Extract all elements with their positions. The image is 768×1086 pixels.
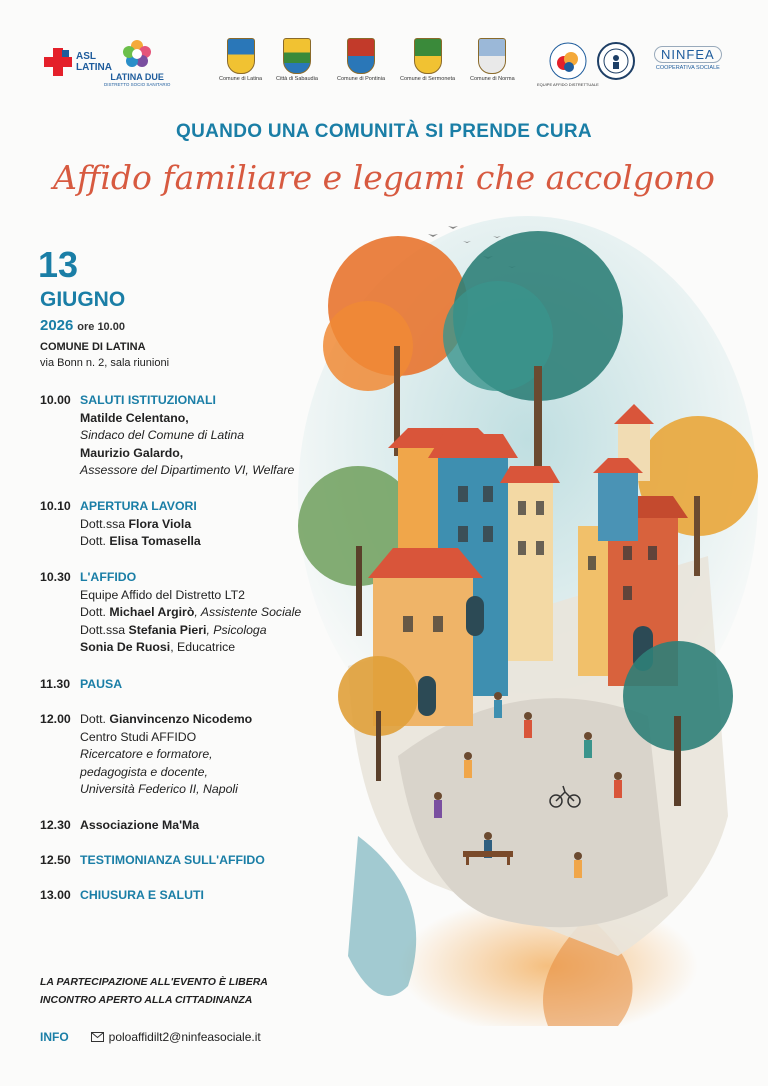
speaker-role: , Psicologa [206, 622, 267, 637]
speaker-prefix: Dott.ssa [80, 516, 129, 531]
comune-pontinia-caption: Comune di Pontinia [337, 76, 386, 82]
ninfea-logo [654, 46, 722, 71]
latina-due-logo [104, 38, 170, 87]
logo-strip [0, 0, 768, 110]
speaker-role: Sindaco del Comune di Latina [80, 428, 245, 442]
slot-time: 10.00 [40, 393, 71, 407]
slot-time: 12.30 [40, 818, 71, 832]
citta-sabaudia-caption: Città di Sabaudia [276, 76, 318, 82]
slot-title: Associazione Ma'Ma [80, 818, 200, 832]
event-venue: COMUNE DI LATINA [40, 341, 146, 353]
speaker-role: , Assistente Sociale [194, 605, 302, 619]
info-label: INFO [40, 1030, 69, 1044]
ninfea-name: NINFEA [654, 46, 722, 63]
speaker-name: Sonia De Ruosi [80, 640, 171, 654]
comune-norma-logo [470, 38, 515, 82]
envelope-icon [91, 1032, 104, 1042]
speaker-line [80, 604, 301, 622]
email-link[interactable]: poloaffidilt2@ninfeasociale.it [108, 1030, 261, 1044]
speaker-prefix: Dott. [80, 712, 110, 726]
speaker-role: , Educatrice [170, 640, 236, 654]
speaker-line: Equipe Affido del Distretto LT2 [80, 587, 245, 602]
event-year-time [40, 317, 125, 334]
slot-time: 12.00 [40, 712, 71, 726]
speaker-line [80, 516, 201, 534]
latina-due-sub: DISTRETTO SOCIO SANITARIO [104, 82, 171, 87]
village-illustration [288, 196, 758, 1026]
coat-of-arms-icon [478, 38, 506, 74]
speaker-name: Matilde Celentano, [80, 410, 189, 425]
speaker-line [80, 622, 301, 640]
speaker-name: Gianvincenzo Nicodemo [109, 712, 253, 726]
coat-of-arms-icon [283, 38, 311, 74]
speaker-line: Centro Studi AFFIDO [80, 729, 197, 744]
event-day: 13 [38, 244, 79, 285]
slot-title: APERTURA LAVORI [80, 499, 197, 513]
coat-of-arms-icon [414, 38, 442, 74]
slot-time: 11.30 [40, 677, 71, 691]
speaker-role: Ricercatore e formatore, [80, 747, 213, 761]
latina-due-name: LATINA DUE [110, 72, 164, 82]
equipe-caption: EQUIPE AFFIDO DISTRETTUALE [537, 82, 599, 87]
flower-icon [121, 38, 153, 70]
coat-of-arms-icon [347, 38, 375, 74]
comune-pontinia-logo [337, 38, 385, 82]
equipe-circle-icon [549, 42, 587, 80]
slot-title [80, 711, 252, 729]
comune-latina-caption: Comune di Latina [219, 76, 263, 82]
slot-time: 10.30 [40, 570, 71, 584]
slot-time: 13.00 [40, 888, 71, 902]
speaker-name: Stefania Pieri [128, 622, 207, 637]
speaker-role: pedagogista e docente, [80, 764, 208, 779]
speaker-role: Assessore del Dipartimento VI, Welfare [80, 463, 295, 477]
slot-title: CHIUSURA E SALUTI [80, 888, 204, 902]
participation-line: LA PARTECIPAZIONE ALL'EVENTO È LIBERA [40, 976, 268, 988]
speaker-line [80, 639, 301, 657]
headline-title: Affido familiare e legami che accolgono [53, 158, 715, 197]
slot-title: TESTIMONIANZA SULL'AFFIDO [80, 853, 265, 867]
speaker-prefix: Dott. [80, 534, 110, 548]
participation-note [40, 973, 268, 1009]
slot-title: PAUSA [80, 677, 123, 691]
speaker-name: Flora Viola [128, 516, 192, 531]
info-contact [40, 1030, 261, 1044]
speaker-prefix: Dott.ssa [80, 622, 129, 637]
centro-studi-logo [597, 42, 635, 80]
speaker-name: Maurizio Galardo, [80, 445, 184, 460]
slot-time: 10.10 [40, 499, 71, 513]
headline-kicker: QUANDO UNA COMUNITÀ SI PRENDE CURA [176, 121, 592, 142]
round-seal-icon [597, 42, 635, 80]
event-month: GIUGNO [40, 288, 126, 311]
speaker-line [80, 533, 201, 551]
slot-time: 12.50 [40, 853, 71, 867]
slot-title: SALUTI ISTITUZIONALI [80, 393, 216, 407]
coat-of-arms-icon [227, 38, 255, 74]
slot-title: L'AFFIDO [80, 570, 137, 584]
equipe-affido-logo [537, 42, 599, 87]
event-address: via Bonn n. 2, sala riunioni [40, 357, 170, 369]
asl-logo-text: ASL LATINA [76, 51, 112, 73]
speaker-name: Michael Argirò [109, 605, 195, 619]
comune-sermoneta-caption: Comune di Sermoneta [400, 76, 456, 82]
participation-line: INCONTRO APERTO ALLA CITTADINANZA [40, 994, 253, 1006]
speaker-name: Elisa Tomasella [109, 534, 201, 548]
comune-norma-caption: Comune di Norma [470, 76, 515, 82]
asl-latina-logo [44, 48, 112, 76]
speaker-prefix: Dott. [80, 605, 110, 619]
comune-sermoneta-logo [400, 38, 455, 82]
red-cross-icon [44, 48, 72, 76]
event-year: 2026 [40, 317, 74, 334]
speaker-role: Università Federico II, Napoli [80, 782, 238, 796]
event-time: ore 10.00 [77, 321, 125, 333]
citta-sabaudia-logo [276, 38, 318, 82]
ninfea-sub: COOPERATIVA SOCIALE [655, 65, 720, 71]
comune-latina-logo [219, 38, 262, 82]
